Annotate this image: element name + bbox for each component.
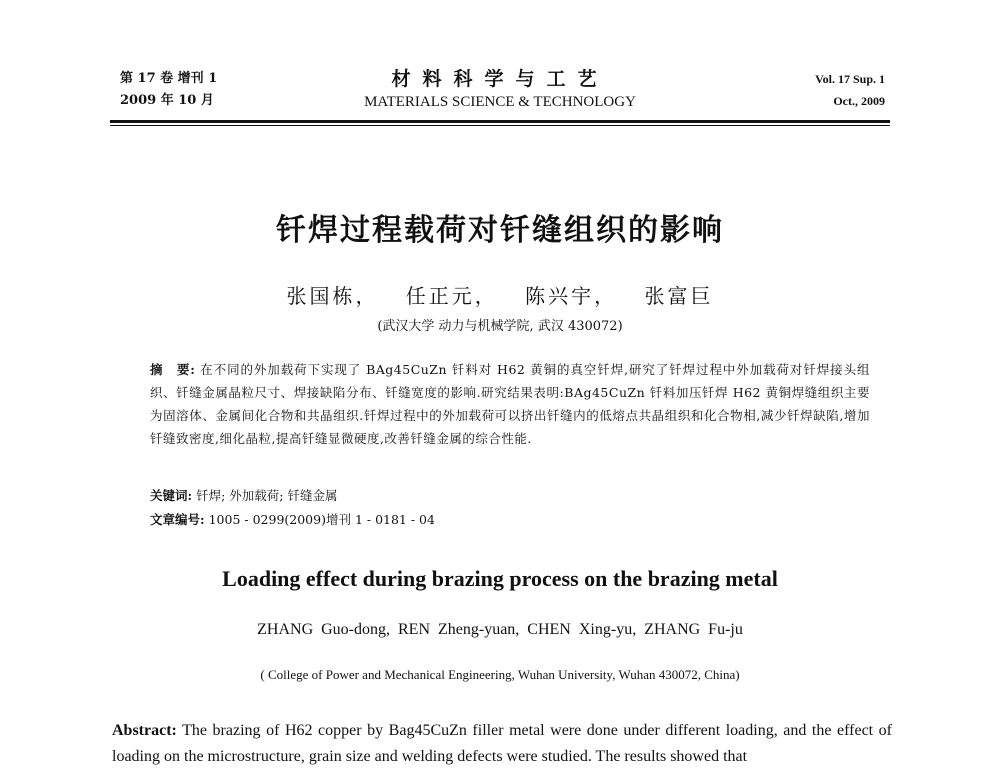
keywords-cn-label: 关键词: <box>150 488 193 503</box>
date-cn: 2009 年 10 月 <box>120 93 214 108</box>
paper-title-cn: 钎焊过程载荷对钎缝组织的影响 <box>276 213 724 248</box>
abstract-cn-label: 摘 要: <box>150 362 196 377</box>
journal-name-en: MATERIALS SCIENCE & TECHNOLOGY <box>364 94 636 110</box>
keywords-cn-text: 钎焊; 外加载荷; 钎缝金属 <box>196 488 338 503</box>
header-rule-thick <box>110 120 890 123</box>
abstract-en <box>112 718 892 770</box>
volume-cn: 第 17 卷 增刊 1 <box>120 71 218 86</box>
keywords-cn <box>150 486 870 504</box>
date-en: Oct., 2009 <box>833 94 885 108</box>
article-number-cn <box>150 510 870 528</box>
authors-en: ZHANG Guo-dong, REN Zheng-yuan, CHEN Xing-yu, ZHANG Fu-ju <box>257 621 743 638</box>
affiliation-cn: (武汉大学 动力与机械学院, 武汉 430072) <box>377 319 623 334</box>
abstract-en-label: Abstract: <box>112 722 177 739</box>
journal-issue-info-en <box>760 68 885 112</box>
article-number-cn-label: 文章编号: <box>150 512 205 527</box>
journal-name-cn: 材料科学与工艺 <box>391 68 609 90</box>
abstract-cn <box>150 358 870 450</box>
journal-name <box>300 66 700 112</box>
authors-cn: 张国栋， 任正元， 陈兴宇， 张富巨 <box>286 284 714 308</box>
volume-en: Vol. 17 Sup. 1 <box>815 72 885 86</box>
journal-issue-info-cn <box>120 68 217 112</box>
header-rule-thin <box>110 125 890 126</box>
abstract-en-text: The brazing of H62 copper by Bag45CuZn filler metal were done under different loading, and the effect of loading on the microstructure, grain size and welding defects were studied. The results showed that <box>112 722 893 765</box>
paper-title-en: Loading effect during brazing process on the brazing metal <box>222 566 778 591</box>
article-number-cn-text: 1005 - 0299(2009)增刊 1 - 0181 - 04 <box>208 512 435 527</box>
abstract-cn-text: 在不同的外加载荷下实现了 BAg45CuZn 钎料对 H62 黄铜的真空钎焊,研究了钎焊过程中外加载荷对钎焊接头组织、钎缝金属晶粒尺寸、焊接缺陷分布、钎缝宽度的影响.研究结果表明:BAg45CuZn 钎料加压钎焊 H62 黄铜焊缝组织主要为固溶体、金属间化合物和共晶组织.钎焊过程中的外加载荷可以挤出钎缝内的低熔点共晶组织和化合物相,减少钎焊缺陷,增加钎缝致密度,细化晶粒,提高钎缝显微硬度,改善钎缝金属的综合性能. <box>150 362 870 446</box>
affiliation-en: ( College of Power and Mechanical Engineering, Wuhan University, Wuhan 430072, China) <box>260 667 740 682</box>
